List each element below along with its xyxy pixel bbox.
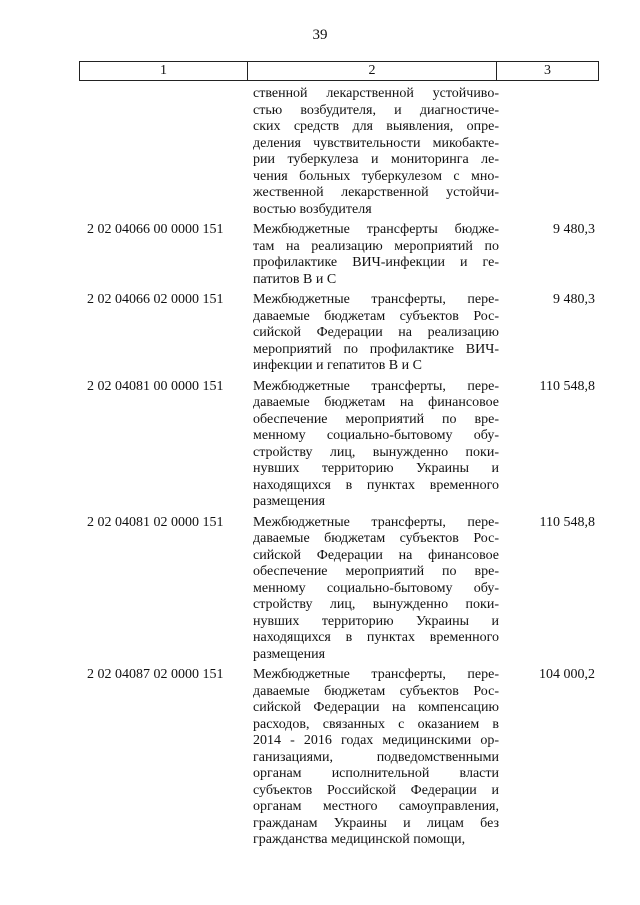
budget-code: 2 02 04081 00 0000 151 [87,378,224,394]
description-line: сийской Федерации на финансовое [253,547,499,563]
description-line: стройству лиц, вынужденно поки- [253,444,499,460]
table-row [79,379,599,511]
description-line: Межбюджетные трансферты, пере- [253,514,499,530]
description-line: чения больных туберкулезом с мно- [253,168,499,184]
description-line: обеспечение мероприятий по вре- [253,411,499,427]
description-line: стью возбудителя, и диагностиче- [253,102,499,118]
description-line: сийской Федерации на компенсацию [253,700,499,715]
description-line: сийской Федерации на реализацию [253,325,499,340]
description-line: расходов, связанных с оказанием в [253,716,499,732]
amount [499,86,599,218]
description-line: менному социально-бытовому обу- [253,428,499,443]
description-line: профилактике ВИЧ-инфекции и ге- [253,255,499,270]
description-line: рии туберкулеза и мониторинга ле- [253,152,499,167]
description-line: стройству лиц, вынужденно поки- [253,597,499,612]
description-line: обеспечение мероприятий по вре- [253,564,499,579]
description-line: менному социально-бытовому обу- [253,580,499,596]
description-line: Межбюджетные трансферты, пере- [253,667,499,682]
description-line: патитов В и С [253,271,337,287]
description-line: органам исполнительной власти [253,766,499,781]
description-line: Межбюджетные трансферты, пере- [253,378,499,394]
table-row [79,86,599,218]
description-line: ственной лекарственной устойчиво- [253,86,499,101]
amount: 9 480,3 [553,292,595,307]
description-line: инфекции и гепатитов В и С [253,358,422,373]
header-col-1: 1 [80,62,248,80]
description-line: даваемые бюджетам субъектов Рос- [253,683,499,699]
description [251,379,499,511]
description-line: органам местного самоуправления, [253,799,499,814]
description-line: гражданства медицинской помощи, [253,832,466,847]
amount: 110 548,8 [539,378,595,394]
description-line: размещения [253,494,326,509]
amount: 110 548,8 [539,514,595,530]
description-line: ганизациями, подведомственными [253,749,499,765]
header-col-2: 2 [248,62,497,80]
description [251,222,499,288]
description-line: деления чувствительности микобакте- [253,135,499,151]
description-line: находящихся в пунктах временного [253,477,499,493]
description-line: Межбюджетные трансферты бюдже- [253,222,499,237]
description-line: даваемые бюджетам на финансовое [253,395,499,410]
budget-code [79,86,251,218]
description-line: размещения [253,646,326,662]
description-line: даваемые бюджетам субъектов Рос- [253,308,499,324]
page-number: 39 [312,27,328,43]
description-line: Межбюджетные трансферты, пере- [253,292,499,307]
budget-code: 2 02 04066 02 0000 151 [87,292,224,307]
description-line: ских средств для выявления, опре- [253,119,499,134]
budget-code: 2 02 04087 02 0000 151 [87,667,224,682]
description [251,86,499,218]
description-line: нувших территорию Украины и [253,461,499,476]
table-row [79,292,599,375]
description [251,292,499,375]
table-row [79,667,599,849]
table-row [79,222,599,288]
description-line: гражданам Украины и лицам без [253,815,499,831]
description-line: нувших территорию Украины и [253,613,499,629]
description-line: жественной лекарственной устойчи- [253,185,499,200]
description-line: мероприятий по профилактике ВИЧ- [253,341,499,357]
description-line: 2014 - 2016 годах медицинскими ор- [253,733,499,748]
description-line: субъектов Российской Федерации и [253,782,499,798]
amount: 9 480,3 [553,222,595,237]
header-col-3: 3 [544,63,551,78]
budget-code: 2 02 04081 02 0000 151 [87,514,224,530]
description-line: даваемые бюджетам субъектов Рос- [253,531,499,546]
description-line: востью возбудителя [253,201,372,217]
budget-code: 2 02 04066 00 0000 151 [87,222,224,237]
table-header [79,61,599,81]
description [251,515,499,664]
description-line: находящихся в пунктах временного [253,630,499,645]
amount: 104 000,2 [539,667,595,682]
table-row [79,515,599,664]
description [251,667,499,849]
description-line: там на реализацию мероприятий по [253,238,499,254]
table-body [79,82,599,849]
